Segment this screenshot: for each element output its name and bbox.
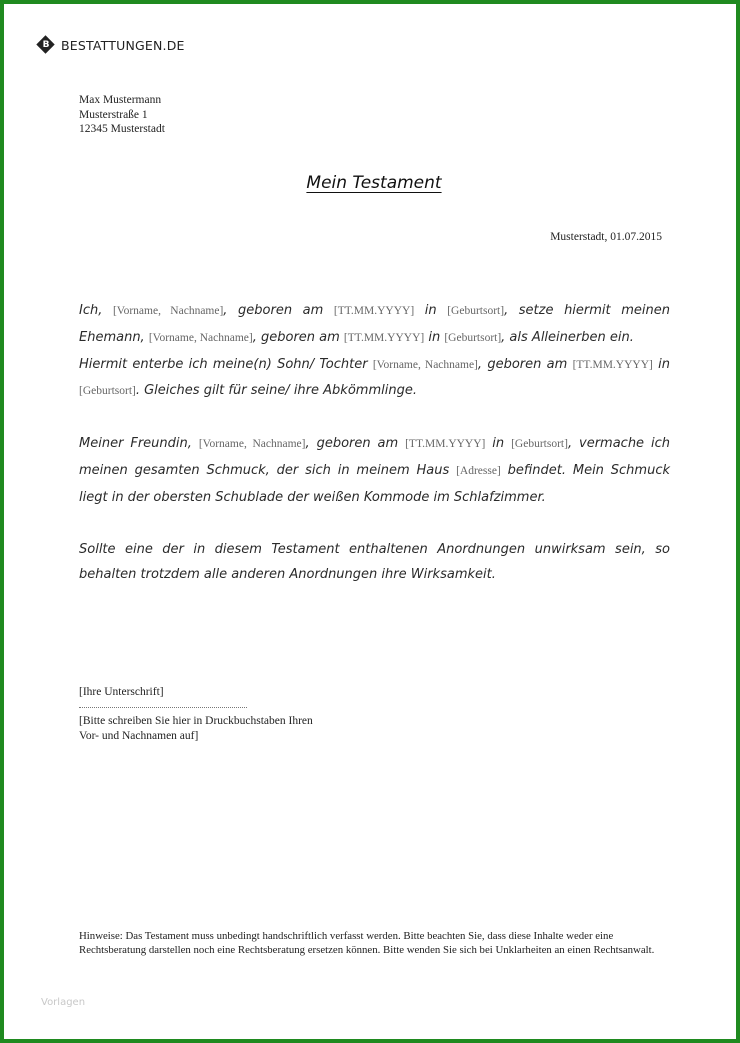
signature-hint: [Bitte schreiben Sie hier in Druckbuchstaben Ihren Vor- und Nachnamen auf] <box>79 715 313 742</box>
placeholder-date: [TT.MM.YYYY] <box>343 331 425 344</box>
placeholder-name: [Vorname, Nachname] <box>372 358 478 371</box>
sender-address <box>79 93 165 137</box>
placeholder-date: [TT.MM.YYYY] <box>405 438 486 451</box>
watermark: Vorlagen <box>41 997 86 1008</box>
placeholder-date: [TT.MM.YYYY] <box>572 358 653 371</box>
brand-logo[interactable] <box>36 35 185 55</box>
paragraph-bequest: Meiner Freundin, [Vorname, Nachname], geboren am [TT.MM.YYYY] in [Geburtsort], vermache ich meinen gesamten Schmuck, der sich in meinem Haus [Adresse] befindet. Mein Schmuck liegt in der obersten Schublade der weißen Kommode im Schlafzimmer. <box>79 436 670 505</box>
placeholder-birthplace: [Geburtsort] <box>444 331 502 344</box>
legal-notice: Hinweise: Das Testament muss unbedingt handschriftlich verfasst werden. Bitte beachten Sie, dass diese Inhalte weder eine Rechtsberatung darstellen noch eine Rechtsberatung ersetzen können. Bitte wenden Sie sich bei Unklarheiten an einen Rechtsanwalt. <box>79 930 655 956</box>
paragraph-disinherit: Hiermit enterbe ich meine(n) Sohn/ Tochter [Vorname, Nachname], geboren am [TT.MM.YYYY] in [Geburtsort]. Gleiches gilt für seine/ ihre Abkömmlinge. <box>79 356 670 399</box>
sender-city: 12345 Musterstadt <box>79 123 165 135</box>
logo-text: BESTATTUNGEN.DE <box>61 37 185 53</box>
placeholder-name: [Vorname, Nachname] <box>198 438 306 451</box>
placeholder-name: [Vorname, Nachname] <box>112 305 224 317</box>
placeholder-birthplace: [Geburtsort] <box>511 438 568 451</box>
placeholder-birthplace: [Geburtsort] <box>447 305 505 317</box>
placeholder-birthplace: [Geburtsort] <box>79 385 136 398</box>
logo-diamond-icon: B <box>36 35 56 55</box>
signature-label: [Ihre Unterschrift] <box>79 686 164 698</box>
signature-line <box>79 707 247 708</box>
place-date: Musterstadt, 01.07.2015 <box>550 231 662 243</box>
testament-body <box>79 298 670 588</box>
placeholder-name: [Vorname, Nachname] <box>148 331 253 344</box>
sender-name: Max Mustermann <box>79 94 162 106</box>
placeholder-date: [TT.MM.YYYY] <box>333 305 415 317</box>
paragraph-severability: Sollte eine der in diesem Testament enthaltenen Anordnungen unwirksam sein, so behalten trotzdem alle anderen Anordnungen ihre Wirksamkeit. <box>79 541 670 583</box>
sender-street: Musterstraße 1 <box>79 108 148 121</box>
document-title: Mein Testament <box>306 173 442 193</box>
placeholder-address: [Adresse] <box>456 464 501 477</box>
paragraph-heir: Ich, [Vorname, Nachname], geboren am [TT.MM.YYYY] in [Geburtsort], setze hiermit meinen Ehemann, [Vorname, Nachname], geboren am [TT.MM.YYYY] in [Geburtsort], als Alleinerben ein. <box>79 303 670 345</box>
